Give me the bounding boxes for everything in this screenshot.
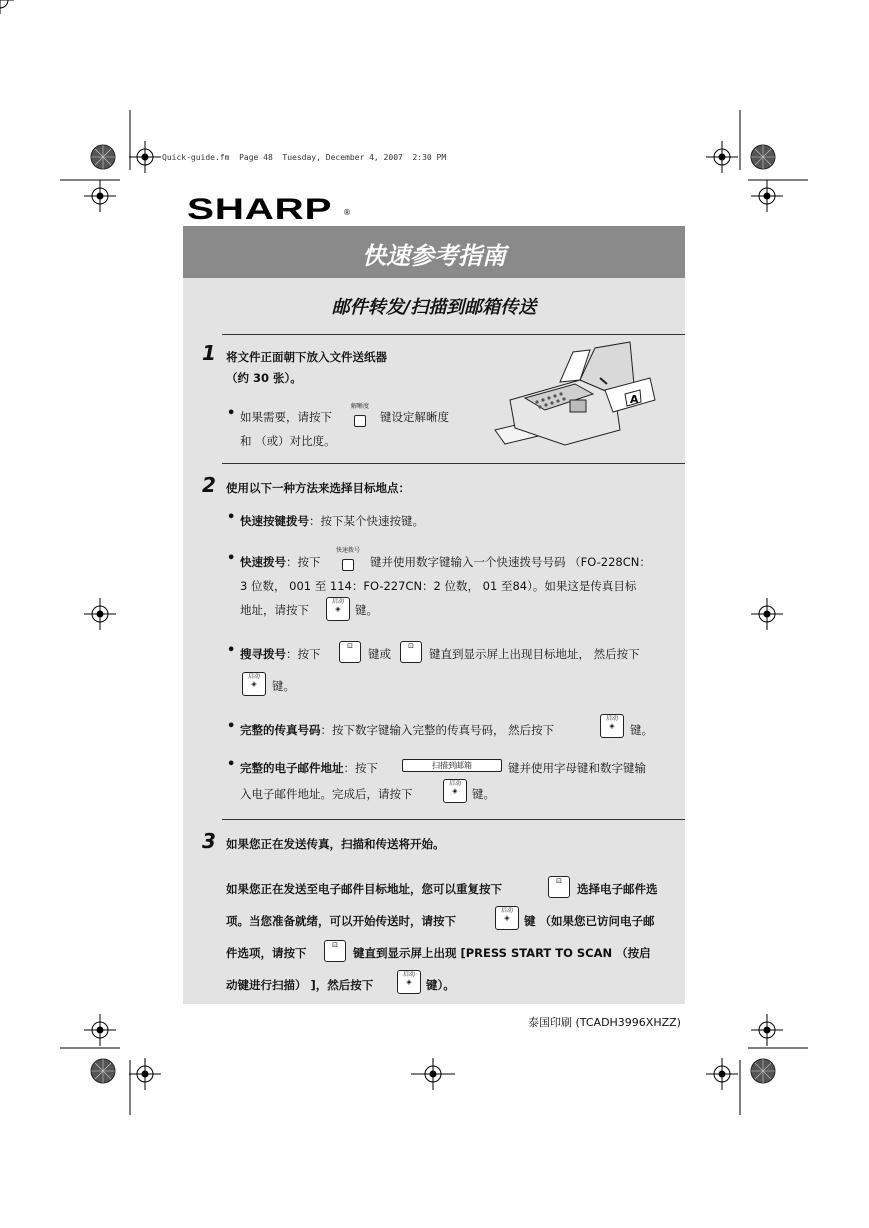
step2-bullet-5-line2: 入电子邮件地址。完成后，请按下 (240, 787, 413, 801)
step3-para-line1: 如果您正在发送至电子邮件目标地址，您可以重复按下 (226, 882, 502, 896)
divider (222, 819, 685, 820)
step2-bullet-1 (240, 513, 424, 529)
step2-bullet-3-or: 键或 (368, 647, 391, 661)
step3-para-line4-end: 键）。 (426, 978, 455, 992)
step-number: 3 (202, 829, 216, 853)
speed-dial-button-icon (342, 559, 354, 571)
bullet-text: ：按下数字键输入完整的传真号码， 然后按下 (320, 723, 555, 737)
scan-to-email-button: 扫描到邮箱 (402, 759, 502, 772)
bullet: • (227, 757, 236, 772)
scan-icon: ⊡ (548, 876, 570, 898)
resolution-key-label: 解晰度 (351, 403, 370, 410)
step1-bullet-line2: 和 （或）对比度。 (240, 434, 336, 448)
step3-para-line3: 件选项，请按下 (226, 946, 307, 960)
divider (222, 334, 685, 335)
step1-line1: 将文件正面朝下放入文件送纸器 (226, 350, 387, 364)
step3-para-line3-end: 键直到显示屏上出现 [PRESS START TO SCAN （按启 (353, 946, 651, 960)
step2-bullet-2-line3: 地址，请按下 (240, 603, 309, 617)
step2-heading: 使用以下一种方法来选择目标地点： (226, 481, 410, 495)
title-bar (183, 226, 685, 278)
speed-dial-key-label: 快速拨号 (336, 547, 361, 554)
file-header-line: Quick-guide.fm Page 48 Tuesday, December 4, 2007 2:30 PM (162, 153, 447, 162)
step3-para-line2-end: 键 （如果您已访问电子邮 (524, 914, 655, 928)
page-subtitle: 邮件转发/扫描到邮箱传送 (331, 297, 537, 318)
resolution-button-icon (354, 415, 366, 427)
page-title: 快速参考指南 (362, 242, 506, 270)
fax-machine-illustration (485, 340, 660, 450)
step1-bullet-text: 键设定解晰度 (380, 410, 449, 424)
step3-para-line4: 动键进行扫描） ]，然后按下 (226, 978, 374, 992)
step2-bullet-5 (240, 760, 378, 776)
step-number: 2 (202, 473, 216, 497)
step1-line2: （约 30 张）。 (226, 371, 302, 385)
step2-bullet-4 (240, 722, 554, 738)
step2-bullet-4-end: 键。 (630, 723, 653, 737)
start-button-icon: 启动 ◈ (443, 779, 467, 803)
scan-down-icon: ⊡ (339, 641, 361, 663)
step2-bullet-2-cont: 键并使用数字键输入一个快速拨号号码 （FO-228CN： (370, 555, 651, 569)
start-button-icon: 启动 ◈ (242, 672, 266, 696)
step-number: 1 (202, 341, 216, 365)
bullet-bold-term: 快速按键拨号 (240, 514, 309, 528)
bullet: • (227, 510, 236, 525)
bullet: • (227, 551, 236, 566)
start-button-icon: 启动 ◈ (397, 970, 421, 994)
step1-bullet-text: 如果需要，请按下 (240, 410, 332, 424)
registered-mark: ® (343, 208, 351, 217)
scan-icon: ⊡ (324, 940, 346, 962)
step2-bullet-2-line3-end: 键。 (355, 603, 378, 617)
step2-bullet-3-cont: 键直到显示屏上出现目标地址， 然后按下 (429, 647, 640, 661)
step3-para-line1-end: 选择电子邮件选 (577, 882, 658, 896)
illustration-letter: A (630, 393, 639, 406)
start-button-icon: 启动 ◈ (600, 714, 624, 738)
resolution-key (351, 403, 369, 429)
bullet-bold-term: 完整的电子邮件地址 (240, 761, 344, 775)
step3-para-line2: 项。当您准备就绪，可以开始传送时，请按下 (226, 914, 456, 928)
bullet: • (227, 406, 236, 421)
step2-bullet-5-end: 键。 (472, 787, 495, 801)
start-key-label: 启动 (247, 673, 260, 680)
step2-bullet-2 (240, 554, 321, 570)
bullet: • (227, 643, 236, 658)
print-footer: 泰国印刷 (TCADH3996XHZZ) (528, 1016, 681, 1029)
start-key-label: 启动 (402, 971, 415, 978)
start-key-label: 启动 (331, 598, 344, 605)
start-button-icon: 启动 ◈ (326, 597, 350, 621)
start-button-icon: 启动 ◈ (495, 906, 519, 930)
step3-heading: 如果您正在发送传真，扫描和传送将开始。 (226, 837, 445, 851)
speed-dial-key (336, 547, 360, 573)
bullet-text: ：按下某个快速按键。 (309, 514, 424, 528)
step2-bullet-5-cont: 键并使用字母键和数字键输 (508, 761, 646, 775)
start-key-label: 启动 (448, 780, 461, 787)
bullet-text: ：按下 (286, 555, 321, 569)
step2-bullet-3 (240, 646, 321, 662)
start-key-label: 启动 (605, 715, 618, 722)
bullet-text: ：按下 (286, 647, 321, 661)
bullet-text: ：按下 (343, 761, 378, 775)
divider (222, 463, 685, 464)
step2-bullet-3-end: 键。 (272, 679, 295, 693)
start-key-label: 启动 (500, 907, 513, 914)
sharp-logo: SHARP (187, 193, 333, 226)
bullet-bold-term: 完整的传真号码 (240, 723, 321, 737)
bullet-bold-term: 搜寻拨号 (240, 647, 286, 661)
scan-up-icon: ⊡ (400, 641, 422, 663)
bullet-bold-term: 快速拨号 (240, 555, 286, 569)
bullet: • (227, 719, 236, 734)
step2-bullet-2-line2: 3 位数， 001 至 114：FO-227CN：2 位数， 01 至84）。如果这是传真目标 (240, 579, 637, 593)
